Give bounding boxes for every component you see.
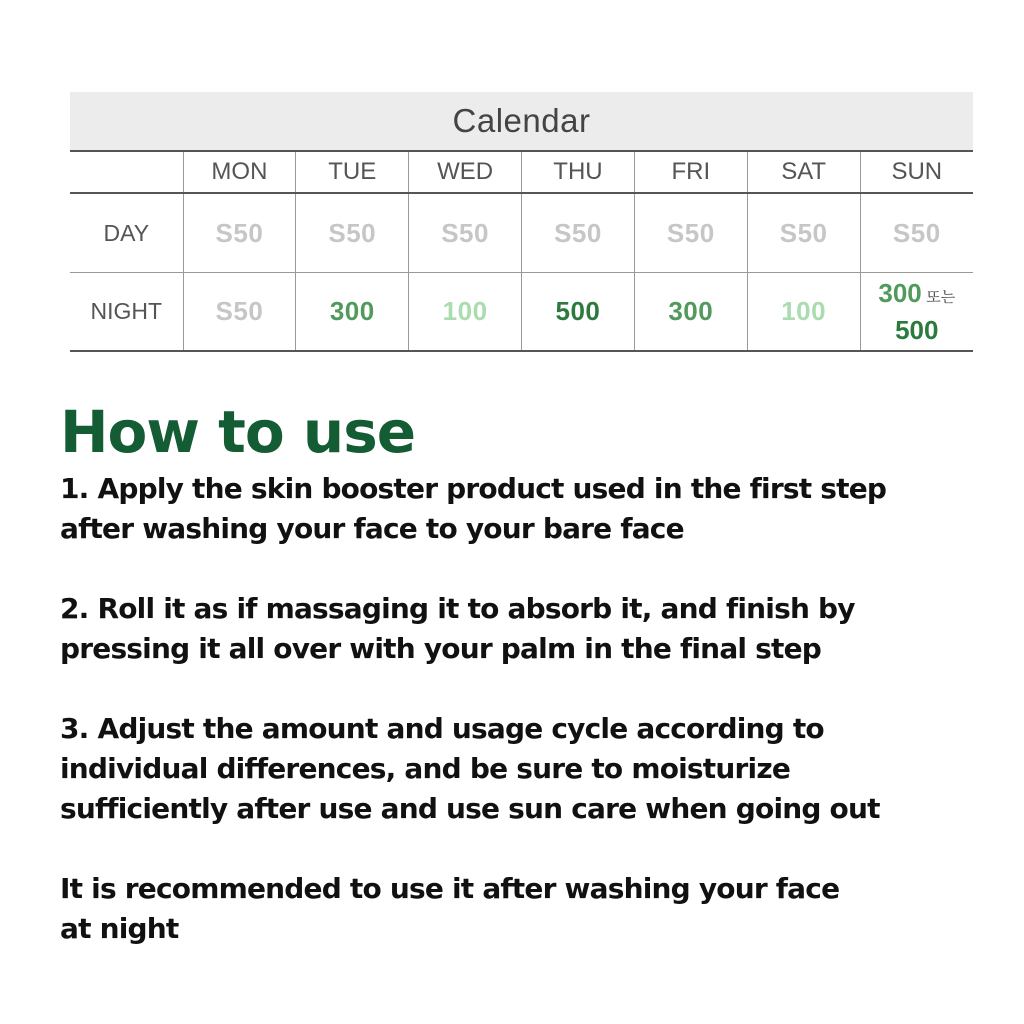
step-2-line-2: pressing it all over with your palm in the final step bbox=[60, 632, 822, 665]
dose-or-label: 또는 bbox=[926, 289, 956, 306]
usage-calendar bbox=[70, 92, 973, 352]
step-3-line-1: 3. Adjust the amount and usage cycle according to bbox=[60, 712, 824, 745]
dose-value: S50 bbox=[666, 217, 715, 248]
step-3-line-2: individual differences, and be sure to moisturize bbox=[60, 752, 791, 785]
day-dose-mon bbox=[183, 193, 296, 273]
calendar-table bbox=[70, 150, 973, 352]
dose-value: 300 bbox=[329, 296, 375, 326]
dose-value: S50 bbox=[215, 217, 264, 248]
day-dose-wed bbox=[409, 193, 522, 273]
weekday-header-row bbox=[70, 151, 973, 193]
weekday-tue: TUE bbox=[296, 151, 409, 193]
day-dose-sat bbox=[747, 193, 860, 273]
weekday-sat: SAT bbox=[747, 151, 860, 193]
how-to-use-heading: How to use bbox=[60, 398, 416, 466]
night-dose-sun bbox=[860, 273, 973, 352]
day-dose-tue bbox=[296, 193, 409, 273]
step-1-line-2: after washing your face to your bare face bbox=[60, 512, 684, 545]
dose-value: S50 bbox=[441, 217, 489, 248]
dose-value: S50 bbox=[328, 217, 377, 248]
weekday-thu: THU bbox=[522, 151, 635, 193]
day-dose-fri bbox=[634, 193, 747, 273]
night-row bbox=[70, 273, 973, 352]
step-1-line-1: 1. Apply the skin booster product used in the first step bbox=[60, 472, 887, 505]
dose-value: 500 bbox=[555, 296, 601, 326]
step-2-line-1: 2. Roll it as if massaging it to absorb it, and finish by bbox=[60, 592, 855, 625]
night-dose-sat bbox=[747, 273, 860, 352]
dose-value: S50 bbox=[554, 217, 602, 248]
weekday-wed: WED bbox=[409, 151, 522, 193]
dose-value: 100 bbox=[442, 296, 488, 326]
weekday-fri: FRI bbox=[634, 151, 747, 193]
calendar-title: Calendar bbox=[70, 92, 973, 150]
dose-option-first: 300 bbox=[878, 278, 922, 308]
step-3-line-3: sufficiently after use and use sun care when going out bbox=[60, 792, 880, 825]
dose-value: 300 bbox=[668, 296, 714, 326]
night-dose-tue bbox=[296, 273, 409, 352]
night-dose-wed bbox=[409, 273, 522, 352]
corner-cell bbox=[70, 151, 183, 193]
dose-value: S50 bbox=[892, 217, 941, 248]
recommendation-line-2: at night bbox=[60, 912, 179, 945]
weekday-mon: MON bbox=[183, 151, 296, 193]
dose-value: 100 bbox=[781, 296, 827, 326]
dose-value: S50 bbox=[779, 217, 828, 248]
recommendation-line-1: It is recommended to use it after washing your face bbox=[60, 872, 840, 905]
dose-option-second: 500 bbox=[895, 315, 939, 345]
row-label-day: DAY bbox=[70, 193, 183, 273]
day-dose-sun bbox=[860, 193, 973, 273]
weekday-sun: SUN bbox=[860, 151, 973, 193]
night-dose-thu bbox=[522, 273, 635, 352]
row-label-night: NIGHT bbox=[70, 273, 183, 352]
day-row bbox=[70, 193, 973, 273]
dose-value: S50 bbox=[215, 296, 264, 326]
night-dose-mon bbox=[183, 273, 296, 352]
how-to-use-section bbox=[60, 395, 1000, 949]
night-dose-fri bbox=[634, 273, 747, 352]
day-dose-thu bbox=[522, 193, 635, 273]
